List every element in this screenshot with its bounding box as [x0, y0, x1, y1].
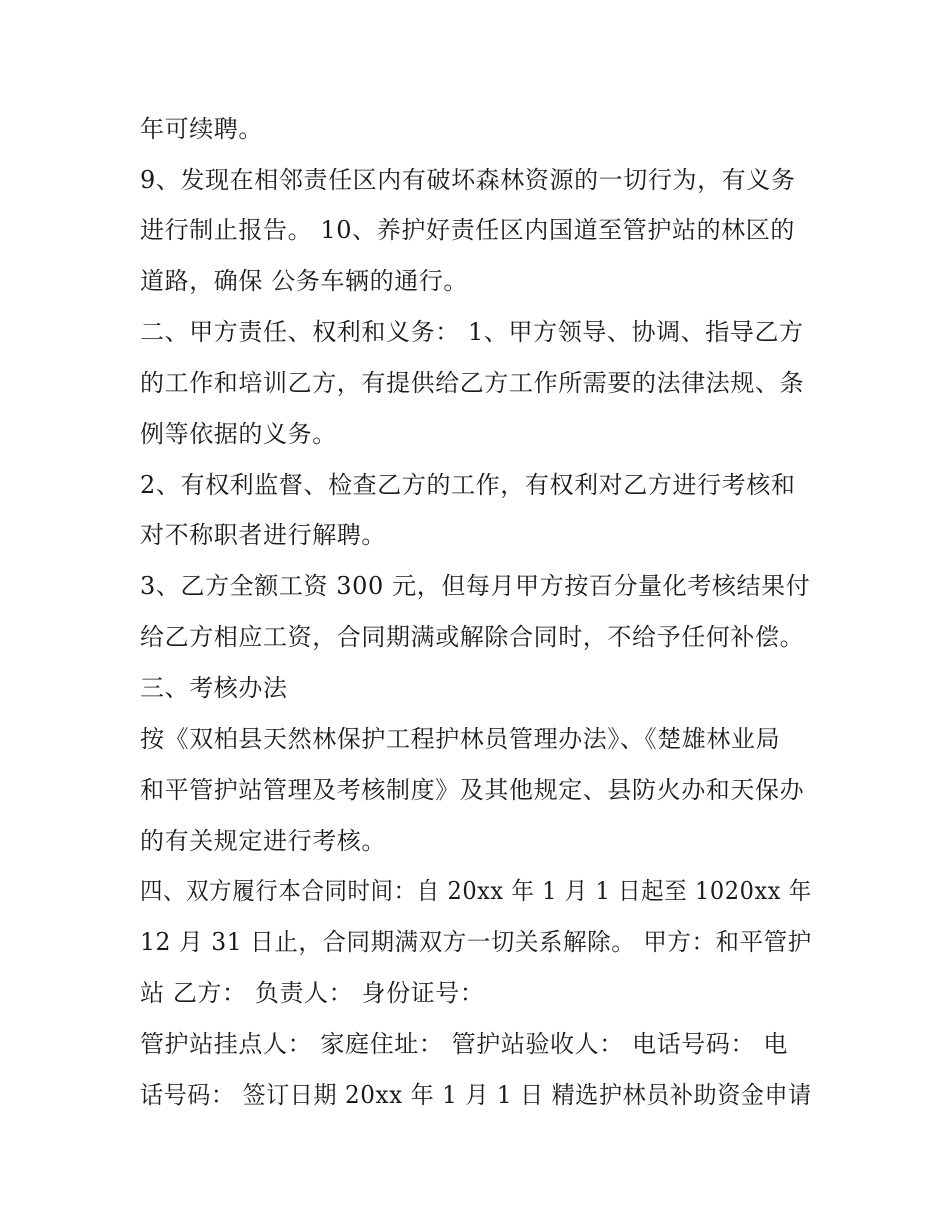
text-line-14: 和平管护站管理及考核制度》及其他规定、县防火办和天保办 — [140, 776, 805, 804]
text-line-13: 按《双柏县天然林保护工程护林员管理办法》、《楚雄林业局 — [140, 725, 781, 753]
text-line-18: 站 乙方： 负责人： 身份证号： — [140, 979, 485, 1007]
text-line-2: 9、发现在相邻责任区内有破坏森林资源的一切行为，有义务 — [140, 166, 796, 194]
text-line-15: 的有关规定进行考核。 — [140, 827, 386, 855]
text-line-6: 的工作和培训乙方，有提供给乙方工作所需要的法律法规、条 — [140, 369, 805, 397]
text-line-10: 3、乙方全额工资 300 元，但每月甲方按百分量化考核结果付 — [140, 572, 811, 600]
text-line-17: 12 月 31 日止，合同期满双方一切关系解除。 甲方：和平管护 — [140, 928, 812, 956]
text-line-8: 2、有权利监督、检查乙方的工作，有权利对乙方进行考核和 — [140, 471, 796, 499]
text-line-5: 二、甲方责任、权利和义务： 1、甲方领导、协调、指导乙方 — [140, 318, 804, 346]
text-line-11: 给乙方相应工资，合同期满或解除合同时，不给予任何补偿。 — [140, 623, 805, 651]
text-line-3: 进行制止报告。 10、养护好责任区内国道至管护站的林区的 — [140, 216, 795, 244]
text-line-9: 对不称职者进行解聘。 — [140, 521, 386, 549]
text-line-1: 年可续聘。 — [140, 115, 263, 143]
text-line-16: 四、双方履行本合同时间：自 20xx 年 1 月 1 日起至 1020xx 年 — [140, 877, 812, 905]
text-line-4: 道路，确保 公务车辆的通行。 — [140, 267, 469, 295]
text-line-12: 三、考核办法 — [140, 674, 288, 702]
text-line-19: 管护站挂点人： 家庭住址： 管护站验收人： 电话号码： 电 — [140, 1030, 788, 1058]
text-line-20: 话号码： 签订日期 20xx 年 1 月 1 日 精选护林员补助资金申请 — [140, 1081, 812, 1109]
text-line-7: 例等依据的义务。 — [140, 420, 337, 448]
